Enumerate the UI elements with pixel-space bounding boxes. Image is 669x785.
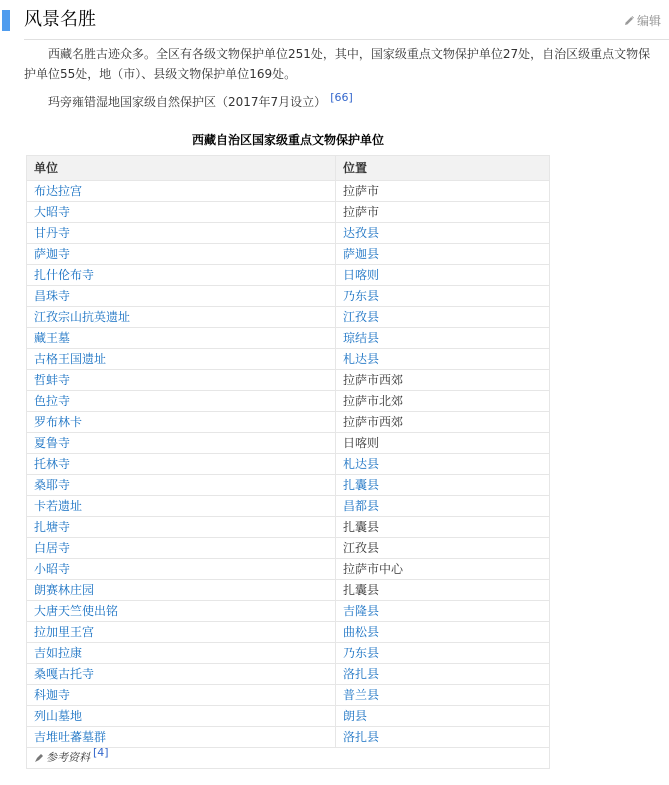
reserve-text: 玛旁雍错湿地国家级自然保护区（2017年7月设立）: [48, 95, 327, 109]
location-text: 日喀则: [336, 433, 550, 454]
location-text: 拉萨市: [336, 181, 550, 202]
unit-link[interactable]: 江孜宗山抗英遗址: [27, 307, 336, 328]
unit-link[interactable]: 甘丹寺: [27, 223, 336, 244]
column-header-unit: 单位: [27, 156, 336, 181]
unit-link[interactable]: 布达拉宫: [27, 181, 336, 202]
location-link[interactable]: 吉隆县: [336, 601, 550, 622]
table-row: [27, 664, 550, 685]
section-title: 风景名胜: [24, 9, 96, 30]
table-row: [27, 454, 550, 475]
unit-link[interactable]: 色拉寺: [27, 391, 336, 412]
table-footer-row: [27, 748, 550, 769]
location-link[interactable]: 达孜县: [336, 223, 550, 244]
unit-link[interactable]: 桑耶寺: [27, 475, 336, 496]
table-row: [27, 706, 550, 727]
location-link[interactable]: 日喀则: [336, 265, 550, 286]
column-header-location: 位置: [336, 156, 550, 181]
unit-link[interactable]: 吉如拉康: [27, 643, 336, 664]
table-row: [27, 601, 550, 622]
table-caption: 西藏自治区国家级重点文物保护单位: [191, 133, 384, 147]
section-header: [0, 6, 669, 40]
pencil-icon: [623, 15, 635, 27]
location-text: 拉萨市西郊: [336, 370, 550, 391]
location-link[interactable]: 琼结县: [336, 328, 550, 349]
unit-link[interactable]: 小昭寺: [27, 559, 336, 580]
table-row: [27, 685, 550, 706]
table-row: [27, 286, 550, 307]
table-row: [27, 328, 550, 349]
location-link[interactable]: 乃东县: [336, 643, 550, 664]
table-row: [27, 181, 550, 202]
unit-link[interactable]: 大昭寺: [27, 202, 336, 223]
table-row: [27, 265, 550, 286]
location-link[interactable]: 札达县: [336, 454, 550, 475]
table-row: [27, 517, 550, 538]
location-link[interactable]: 萨迦县: [336, 244, 550, 265]
location-link[interactable]: 普兰县: [336, 685, 550, 706]
location-text: 扎囊县: [336, 517, 550, 538]
reference-link[interactable]: [4]: [93, 746, 109, 760]
table-row: [27, 475, 550, 496]
unit-link[interactable]: 托林寺: [27, 454, 336, 475]
location-link[interactable]: 扎囊县: [336, 475, 550, 496]
unit-link[interactable]: 列山墓地: [27, 706, 336, 727]
location-link[interactable]: 曲松县: [336, 622, 550, 643]
reserve-paragraph: [24, 92, 654, 112]
location-text: 江孜县: [336, 538, 550, 559]
table-row: [27, 538, 550, 559]
unit-link[interactable]: 罗布林卡: [27, 412, 336, 433]
table-row: [27, 349, 550, 370]
reference-label: 参考资料: [46, 751, 90, 764]
heritage-table: [26, 155, 550, 769]
table-row: [27, 244, 550, 265]
location-link[interactable]: 札达县: [336, 349, 550, 370]
unit-link[interactable]: 大唐天竺使出铭: [27, 601, 336, 622]
unit-link[interactable]: 白居寺: [27, 538, 336, 559]
unit-link[interactable]: 桑嘎古托寺: [27, 664, 336, 685]
location-link[interactable]: 乃东县: [336, 286, 550, 307]
intro-paragraph: 西藏名胜古迹众多。全区有各级文物保护单位251处，其中，国家级重点文物保护单位27处，自治区级重点文物保护单位55处，地（市）、县级文物保护单位169处。: [24, 47, 651, 81]
table-row: [27, 727, 550, 748]
location-text: 拉萨市西郊: [336, 412, 550, 433]
unit-link[interactable]: 朗赛林庄园: [27, 580, 336, 601]
edit-label: 编辑: [636, 14, 661, 28]
table-row: [27, 433, 550, 454]
reference-icon: [34, 753, 44, 763]
table-row: [27, 643, 550, 664]
reference-cell: [27, 748, 550, 769]
unit-link[interactable]: 昌珠寺: [27, 286, 336, 307]
location-link[interactable]: 洛扎县: [336, 664, 550, 685]
table-row: [27, 412, 550, 433]
location-text: 扎囊县: [336, 580, 550, 601]
unit-link[interactable]: 扎什伦布寺: [27, 265, 336, 286]
unit-link[interactable]: 夏鲁寺: [27, 433, 336, 454]
section-accent-bar: [2, 10, 10, 31]
section-divider: [24, 39, 669, 40]
unit-link[interactable]: 扎塘寺: [27, 517, 336, 538]
unit-link[interactable]: 萨迦寺: [27, 244, 336, 265]
table-row: [27, 580, 550, 601]
unit-link[interactable]: 科迦寺: [27, 685, 336, 706]
table-row: [27, 370, 550, 391]
location-link[interactable]: 洛扎县: [336, 727, 550, 748]
location-link[interactable]: 朗县: [336, 706, 550, 727]
unit-link[interactable]: 卡若遗址: [27, 496, 336, 517]
table-row: [27, 202, 550, 223]
location-text: 拉萨市北郊: [336, 391, 550, 412]
unit-link[interactable]: 拉加里王宫: [27, 622, 336, 643]
table-row: [27, 496, 550, 517]
table-row: [27, 223, 550, 244]
table-row: [27, 559, 550, 580]
unit-link[interactable]: 古格王国遗址: [27, 349, 336, 370]
unit-link[interactable]: 吉堆吐蕃墓群: [27, 727, 336, 748]
location-link[interactable]: 昌都县: [336, 496, 550, 517]
table-row: [27, 391, 550, 412]
unit-link[interactable]: 哲蚌寺: [27, 370, 336, 391]
citation-link[interactable]: [66]: [330, 91, 353, 104]
table-header-row: [27, 156, 550, 181]
unit-link[interactable]: 藏王墓: [27, 328, 336, 349]
table-row: [27, 622, 550, 643]
location-text: 拉萨市中心: [336, 559, 550, 580]
location-text: 拉萨市: [336, 202, 550, 223]
location-link[interactable]: 江孜县: [336, 307, 550, 328]
table-row: [27, 307, 550, 328]
edit-button[interactable]: [623, 14, 661, 28]
